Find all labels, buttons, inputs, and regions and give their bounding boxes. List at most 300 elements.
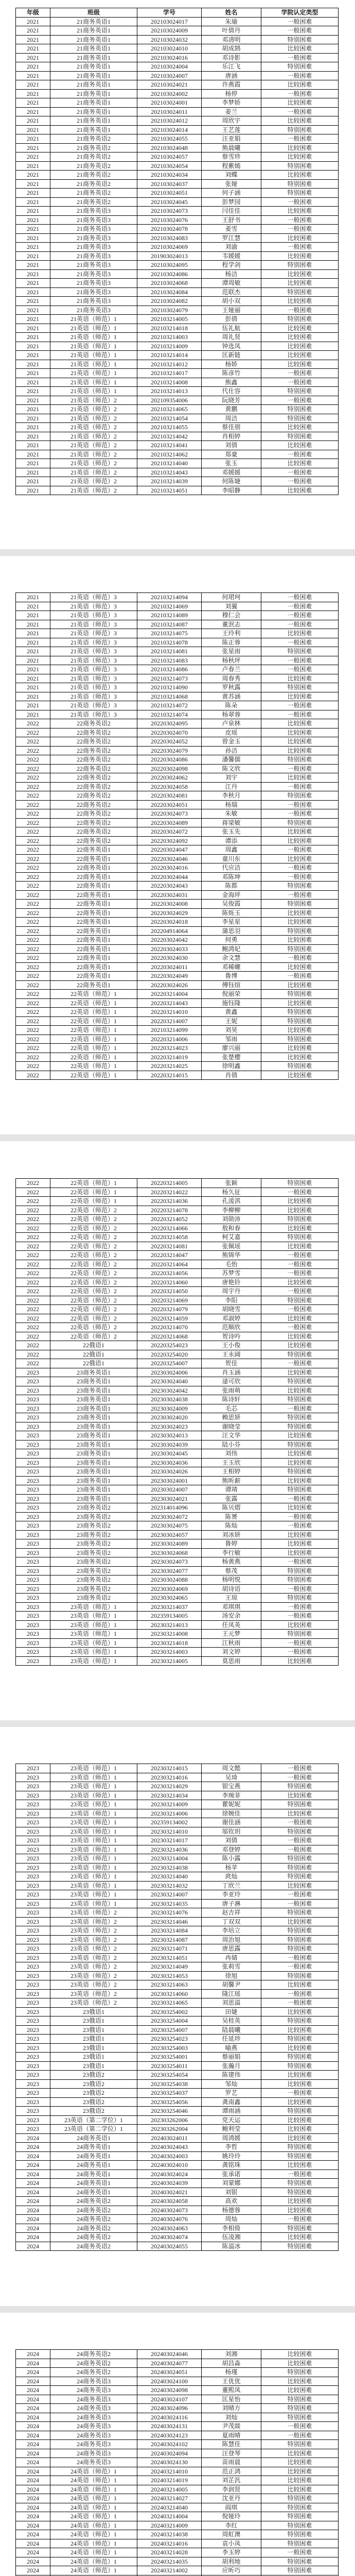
- cell-student-id: 202103214017: [137, 369, 202, 378]
- cell-name: 谭周敏: [202, 279, 261, 288]
- cell-difficulty-type: 特别困难: [261, 990, 339, 999]
- cell-student-id: 202303024026: [137, 1467, 202, 1477]
- table-row: [16, 215, 339, 225]
- cell-student-id: 202403214019: [137, 2476, 202, 2485]
- cell-name: 肖倩: [202, 1071, 261, 1080]
- table-row: [16, 1269, 339, 1278]
- cell-grade: 2023: [16, 1791, 50, 1800]
- cell-grade: 2022: [16, 1323, 50, 1332]
- cell-name: 唐思露: [202, 1944, 261, 1954]
- cell-name: 杨停: [202, 89, 261, 98]
- cell-class: 23商务英语2: [50, 1575, 137, 1585]
- cell-student-id: 202103024045: [137, 197, 202, 207]
- document-page-5: [0, 2313, 355, 2576]
- table-row: [16, 1332, 339, 1341]
- cell-student-id: 202103024048: [137, 143, 202, 152]
- cell-name: 陈彦竹: [202, 369, 261, 378]
- cell-grade: 2021: [16, 171, 50, 180]
- cell-grade: 2024: [16, 2395, 50, 2404]
- cell-student-id: 202403024010: [137, 2161, 202, 2170]
- cell-student-id: 202403024102: [137, 2440, 202, 2449]
- cell-grade: 2021: [16, 450, 50, 459]
- cell-grade: 2021: [16, 161, 50, 171]
- table-row: [16, 1467, 339, 1477]
- cell-class: 22商务英语2: [50, 737, 137, 747]
- cell-difficulty-type: 特别困难: [261, 2035, 339, 2044]
- cell-difficulty-type: 一般困难: [261, 1521, 339, 1531]
- cell-student-id: 202103214055: [137, 423, 202, 432]
- cell-grade: 2021: [16, 369, 50, 378]
- cell-grade: 2024: [16, 2206, 50, 2215]
- cell-class: 23俄语2: [50, 2079, 137, 2089]
- cell-grade: 2023: [16, 2053, 50, 2062]
- cell-student-id: 202403214027: [137, 2494, 202, 2503]
- cell-grade: 2023: [16, 1476, 50, 1485]
- table-row: [16, 1773, 339, 1782]
- cell-difficulty-type: 一般困难: [261, 954, 339, 963]
- table-row: [16, 2449, 339, 2458]
- cell-student-id: 202303214013: [137, 1620, 202, 1630]
- cell-difficulty-type: 比较困难: [261, 1044, 339, 1053]
- cell-name: 匡星怡: [202, 2395, 261, 2404]
- cell-student-id: 202303262004: [137, 2125, 202, 2134]
- cell-grade: 2021: [16, 477, 50, 486]
- cell-difficulty-type: 比较困难: [261, 1431, 339, 1440]
- cell-student-id: 202303024075: [137, 1521, 202, 1531]
- cell-name: 童川东: [202, 854, 261, 863]
- table-row: [16, 53, 339, 62]
- cell-name: 杨明悦: [202, 1575, 261, 1585]
- cell-class: 21商务英语1: [50, 89, 137, 98]
- cell-grade: 2024: [16, 2133, 50, 2143]
- cell-name: 邹雨: [202, 1035, 261, 1044]
- cell-grade: 2023: [16, 1971, 50, 1980]
- cell-name: 邓诗影: [202, 53, 261, 62]
- cell-name: 陈朵: [202, 701, 261, 710]
- cell-class: 23英语（师范）2: [50, 1998, 137, 2008]
- table-row: [16, 620, 339, 629]
- table-row: [16, 1071, 339, 1080]
- cell-student-id: 202303214053: [137, 1971, 202, 1980]
- cell-name: 吴俊霞: [202, 900, 261, 909]
- cell-class: 21商务英语2: [50, 171, 137, 180]
- table-row: [16, 1359, 339, 1368]
- student-table-page-4: [15, 1764, 339, 2251]
- cell-difficulty-type: 特别困难: [261, 1016, 339, 1026]
- cell-name: 李阳: [202, 1296, 261, 1305]
- cell-class: 21商务英语3: [50, 207, 137, 216]
- table-row: [16, 1053, 339, 1062]
- cell-grade: 2021: [16, 656, 50, 665]
- table-row: [16, 1215, 339, 1224]
- cell-name: 叶倩丹: [202, 26, 261, 36]
- cell-name: 喻燕: [202, 2043, 261, 2053]
- cell-grade: 2022: [16, 1008, 50, 1017]
- cell-name: 黄鑫: [202, 1008, 261, 1017]
- cell-student-id: 202203024049: [137, 972, 202, 981]
- cell-class: 24英语（师范）1: [50, 2485, 137, 2494]
- table-row: [16, 1440, 339, 1449]
- table-row: [16, 2530, 339, 2539]
- cell-name: 邓稀螺: [202, 962, 261, 972]
- cell-student-id: 202103024054: [137, 161, 202, 171]
- cell-class: 23商务英语2: [50, 1530, 137, 1539]
- table-row: [16, 1188, 339, 1197]
- cell-difficulty-type: 比较困难: [261, 936, 339, 945]
- table-row: [16, 2521, 339, 2530]
- cell-class: 21商务英语1: [50, 53, 137, 62]
- cell-grade: 2024: [16, 2440, 50, 2449]
- cell-grade: 2022: [16, 1215, 50, 1224]
- cell-difficulty-type: 比较困难: [261, 279, 339, 288]
- cell-name: 施钰隆: [202, 998, 261, 1008]
- cell-difficulty-type: 一般困难: [261, 1305, 339, 1314]
- table-row: [16, 1612, 339, 1621]
- table-row: [16, 1899, 339, 1908]
- cell-grade: 2023: [16, 1989, 50, 1998]
- cell-student-id: 202303024057: [137, 1530, 202, 1539]
- cell-class: 24英语（师范）1: [50, 2494, 137, 2503]
- cell-grade: 2021: [16, 189, 50, 198]
- cell-student-id: 202103214065: [137, 405, 202, 414]
- cell-class: 23英语（师范）2: [50, 1980, 137, 1990]
- cell-student-id: 202303254037: [137, 2089, 202, 2098]
- cell-student-id: 202303254046: [137, 2107, 202, 2116]
- cell-name: 周宇丹: [202, 1287, 261, 1296]
- table-row: [16, 1881, 339, 1890]
- cell-name: 卢春兰: [202, 665, 261, 674]
- cell-name: 周春秀: [202, 674, 261, 683]
- cell-class: 21英语（师范）2: [50, 405, 137, 414]
- cell-difficulty-type: 比较困难: [261, 2359, 339, 2368]
- cell-class: 23俄语1: [50, 2061, 137, 2071]
- cell-class: 23英语（师范）1: [50, 1620, 137, 1630]
- cell-grade: 2021: [16, 710, 50, 719]
- cell-student-id: 202303214084: [137, 1926, 202, 1936]
- cell-difficulty-type: 特别困难: [261, 1782, 339, 1791]
- cell-class: 24商务英语3: [50, 2431, 137, 2440]
- table-row: [16, 2467, 339, 2476]
- cell-difficulty-type: 比较困难: [261, 1242, 339, 1251]
- cell-name: 杨苹: [202, 1863, 261, 1872]
- cell-difficulty-type: 特别困难: [261, 1630, 339, 1639]
- table-row: [16, 791, 339, 801]
- table-row: [16, 1449, 339, 1459]
- cell-grade: 2023: [16, 2043, 50, 2053]
- cell-grade: 2022: [16, 782, 50, 791]
- cell-student-id: 202303024020: [137, 1413, 202, 1422]
- cell-class: 23英语（师范）1: [50, 1630, 137, 1639]
- cell-class: 22商务英语1: [50, 954, 137, 963]
- cell-grade: 2023: [16, 1863, 50, 1872]
- cell-difficulty-type: 特别困难: [261, 432, 339, 441]
- cell-class: 22商务英语1: [50, 882, 137, 891]
- cell-difficulty-type: 特别困难: [261, 1215, 339, 1224]
- cell-name: 余文慧: [202, 954, 261, 963]
- cell-grade: 2024: [16, 2161, 50, 2170]
- table-row: [16, 773, 339, 783]
- cell-class: 21英语（师范）3: [50, 647, 137, 656]
- cell-name: 冉婧: [202, 1953, 261, 1962]
- cell-grade: 2023: [16, 1386, 50, 1395]
- cell-difficulty-type: 比较困难: [261, 728, 339, 737]
- cell-class: 23英语（师范）2: [50, 1971, 137, 1980]
- cell-class: 22商务英语1: [50, 926, 137, 936]
- cell-difficulty-type: 一般困难: [261, 890, 339, 900]
- cell-grade: 2023: [16, 2035, 50, 2044]
- cell-student-id: 202403214009: [137, 2521, 202, 2530]
- cell-class: 23商务英语2: [50, 1539, 137, 1549]
- cell-class: 22俄语1: [50, 1359, 137, 1368]
- cell-grade: 2021: [16, 71, 50, 80]
- cell-student-id: 202303024013: [137, 1431, 202, 1440]
- cell-difficulty-type: 特别困难: [261, 944, 339, 954]
- cell-student-id: 202103214003: [137, 333, 202, 342]
- cell-student-id: 202303214071: [137, 1944, 202, 1954]
- cell-name: 陈贝熠: [202, 1503, 261, 1513]
- cell-student-id: 202203214010: [137, 1008, 202, 1017]
- cell-grade: 2024: [16, 2368, 50, 2377]
- cell-class: 24商务英语3: [50, 2458, 137, 2467]
- cell-name: 王小俊: [202, 1341, 261, 1350]
- cell-grade: 2021: [16, 315, 50, 324]
- cell-student-id: 202303214015: [137, 1764, 202, 1773]
- cell-grade: 2023: [16, 1431, 50, 1440]
- cell-student-id: 202303254003: [137, 2043, 202, 2053]
- cell-name: 胡诗语: [202, 1584, 261, 1594]
- cell-name: 刘思溢: [202, 1998, 261, 2008]
- table-row: [16, 1044, 339, 1053]
- table-row: [16, 1566, 339, 1575]
- table-row: [16, 2115, 339, 2125]
- cell-name: 杨翠蓉: [202, 710, 261, 719]
- cell-grade: 2024: [16, 2512, 50, 2521]
- table-row: [16, 369, 339, 378]
- cell-difficulty-type: 比较困难: [261, 423, 339, 432]
- cell-difficulty-type: 比较困难: [261, 2476, 339, 2485]
- cell-class: 23俄语1: [50, 2007, 137, 2016]
- cell-class: 23英语（师范）1: [50, 1827, 137, 1836]
- cell-grade: 2023: [16, 2125, 50, 2134]
- cell-student-id: 202303214008: [137, 1630, 202, 1639]
- cell-class: 22商务英语2: [50, 728, 137, 737]
- table-row: [16, 1656, 339, 1666]
- cell-class: 22英语（师范）1: [50, 1053, 137, 1062]
- table-row: [16, 701, 339, 710]
- cell-class: 22英语（师范）1: [50, 1179, 137, 1188]
- cell-difficulty-type: 特别困难: [261, 2512, 339, 2521]
- cell-student-id: 202203214081: [137, 1242, 202, 1251]
- cell-class: 21英语（师范）2: [50, 468, 137, 477]
- cell-difficulty-type: 一般困难: [261, 1260, 339, 1269]
- cell-name: 龚铭珠: [202, 2161, 261, 2170]
- cell-student-id: 202303024077: [137, 1566, 202, 1575]
- cell-class: 23英语（师范）1: [50, 1648, 137, 1657]
- cell-grade: 2022: [16, 908, 50, 918]
- cell-difficulty-type: 特别困难: [261, 1935, 339, 1944]
- cell-class: 22英语（师范）1: [50, 1035, 137, 1044]
- cell-grade: 2023: [16, 1998, 50, 2008]
- cell-student-id: 202403024024: [137, 2170, 202, 2179]
- cell-grade: 2022: [16, 1197, 50, 1206]
- cell-class: 23英语（师范）2: [50, 1944, 137, 1954]
- cell-difficulty-type: 特别困难: [261, 125, 339, 134]
- cell-student-id: 202403024046: [137, 2350, 202, 2359]
- table-row: [16, 926, 339, 936]
- cell-class: 24商务英语3: [50, 2449, 137, 2458]
- cell-class: 23商务英语2: [50, 1566, 137, 1575]
- cell-student-id: 202303254054: [137, 2071, 202, 2080]
- cell-grade: 2023: [16, 1926, 50, 1936]
- cell-class: 22商务英语2: [50, 827, 137, 837]
- cell-grade: 2023: [16, 1395, 50, 1404]
- cell-class: 23英语（师范）2: [50, 1962, 137, 1972]
- cell-student-id: 202203024046: [137, 854, 202, 863]
- cell-student-id: 202103214043: [137, 468, 202, 477]
- cell-grade: 2022: [16, 998, 50, 1008]
- cell-grade: 2021: [16, 107, 50, 116]
- cell-name: 潘馨儒: [202, 755, 261, 765]
- cell-difficulty-type: 特别困难: [261, 414, 339, 423]
- document-page-3: [0, 1141, 355, 1720]
- cell-class: 21英语（师范）2: [50, 414, 137, 423]
- cell-name: 刘文婷: [202, 1648, 261, 1657]
- cell-difficulty-type: 特别困难: [261, 1926, 339, 1936]
- cell-grade: 2022: [16, 1269, 50, 1278]
- cell-difficulty-type: 特别困难: [261, 1062, 339, 1071]
- table-row: [16, 2215, 339, 2224]
- cell-student-id: 202303254001: [137, 2053, 202, 2062]
- cell-grade: 2022: [16, 773, 50, 783]
- table-row: [16, 1062, 339, 1071]
- table-row: [16, 1458, 339, 1467]
- cell-name: 高欢: [202, 2197, 261, 2206]
- cell-difficulty-type: 特别困难: [261, 315, 339, 324]
- cell-name: 敖和春: [202, 1224, 261, 1233]
- cell-name: 代应洁: [202, 863, 261, 873]
- cell-grade: 2021: [16, 53, 50, 62]
- cell-name: 李亚玲: [202, 1890, 261, 1900]
- table-row: [16, 396, 339, 405]
- cell-class: 22英语（师范）2: [50, 1224, 137, 1233]
- cell-class: 22英语（师范）2: [50, 1314, 137, 1323]
- table-row: [16, 882, 339, 891]
- cell-difficulty-type: 特别困难: [261, 2413, 339, 2422]
- cell-student-id: 202204914064: [137, 926, 202, 936]
- cell-grade: 2023: [16, 2016, 50, 2026]
- cell-difficulty-type: 一般困难: [261, 1323, 339, 1332]
- cell-student-id: 202103024082: [137, 297, 202, 306]
- cell-difficulty-type: 比较困难: [261, 1386, 339, 1395]
- cell-name: 蒲思羽: [202, 926, 261, 936]
- cell-name: 邓琪琪: [202, 1602, 261, 1612]
- cell-student-id: 202103214078: [137, 638, 202, 647]
- cell-class: 21商务英语3: [50, 251, 137, 261]
- cell-student-id: 202359134002: [137, 1818, 202, 1827]
- cell-name: 邓登婷: [202, 1845, 261, 1854]
- cell-name: 毛怡: [202, 1260, 261, 1269]
- cell-student-id: 202203024030: [137, 954, 202, 963]
- cell-difficulty-type: 一般困难: [261, 2089, 339, 2098]
- cell-grade: 2024: [16, 2467, 50, 2476]
- cell-name: 邓媛媛: [202, 468, 261, 477]
- cell-name: 袁小凤: [202, 2539, 261, 2548]
- cell-name: 鲁博: [202, 972, 261, 981]
- cell-name: 刘昊: [202, 1026, 261, 1035]
- cell-difficulty-type: 一般困难: [261, 1359, 339, 1368]
- cell-grade: 2022: [16, 1260, 50, 1269]
- table-row: [16, 2350, 339, 2359]
- table-row: [16, 755, 339, 765]
- cell-student-id: 202303214029: [137, 1782, 202, 1791]
- cell-difficulty-type: 比较困难: [261, 2079, 339, 2089]
- table-row: [16, 477, 339, 486]
- cell-difficulty-type: 特别困难: [261, 2053, 339, 2062]
- cell-class: 23英语（师范）1: [50, 1854, 137, 1863]
- cell-grade: 2023: [16, 1458, 50, 1467]
- cell-student-id: 202303024068: [137, 1548, 202, 1557]
- cell-class: 23英语（师范）1: [50, 1791, 137, 1800]
- table-row: [16, 189, 339, 198]
- cell-name: 周灿: [202, 2215, 261, 2224]
- cell-class: 23商务英语2: [50, 1512, 137, 1521]
- cell-class: 23商务英语2: [50, 1521, 137, 1531]
- cell-class: 23英语（师范）2: [50, 1926, 137, 1936]
- cell-class: 24英语（师范）1: [50, 2557, 137, 2566]
- table-row: [16, 764, 339, 773]
- cell-name: 杨秋坪: [202, 656, 261, 665]
- cell-student-id: 202203214068: [137, 1332, 202, 1341]
- cell-grade: 2022: [16, 845, 50, 855]
- table-row: [16, 2043, 339, 2053]
- cell-grade: 2021: [16, 62, 50, 72]
- cell-grade: 2022: [16, 1359, 50, 1368]
- cell-class: 21商务英语3: [50, 269, 137, 279]
- cell-grade: 2021: [16, 143, 50, 152]
- table-row: [16, 2035, 339, 2044]
- cell-student-id: 202103214013: [137, 387, 202, 396]
- cell-difficulty-type: 特别困难: [261, 1377, 339, 1386]
- cell-student-id: 202403024039: [137, 2179, 202, 2188]
- cell-difficulty-type: 比较困难: [261, 2071, 339, 2080]
- table-row: [16, 44, 339, 54]
- cell-name: 陈建伟: [202, 2071, 261, 2080]
- cell-class: 24英语（师范）1: [50, 2503, 137, 2512]
- table-row: [16, 1296, 339, 1305]
- cell-class: 22商务英语2: [50, 782, 137, 791]
- cell-grade: 2023: [16, 1854, 50, 1863]
- table-row: [16, 1620, 339, 1630]
- cell-name: 江秋雨: [202, 1638, 261, 1648]
- table-row: [16, 629, 339, 638]
- cell-class: 23英语（师范）1: [50, 1773, 137, 1782]
- cell-grade: 2021: [16, 701, 50, 710]
- table-row: [16, 2206, 339, 2215]
- cell-name: 阎琪: [202, 2503, 261, 2512]
- cell-class: 21商务英语1: [50, 80, 137, 90]
- cell-grade: 2024: [16, 2377, 50, 2386]
- cell-class: 22商务英语1: [50, 845, 137, 855]
- cell-difficulty-type: 特别困难: [261, 2143, 339, 2152]
- cell-class: 24商务英语1: [50, 2133, 137, 2143]
- cell-student-id: 202203024042: [137, 936, 202, 945]
- cell-grade: 2023: [16, 1630, 50, 1639]
- cell-grade: 2023: [16, 1638, 50, 1648]
- cell-difficulty-type: 比较困难: [261, 251, 339, 261]
- cell-name: 李玉婷: [202, 2548, 261, 2557]
- cell-class: 23俄语2: [50, 2089, 137, 2098]
- table-row: [16, 1926, 339, 1936]
